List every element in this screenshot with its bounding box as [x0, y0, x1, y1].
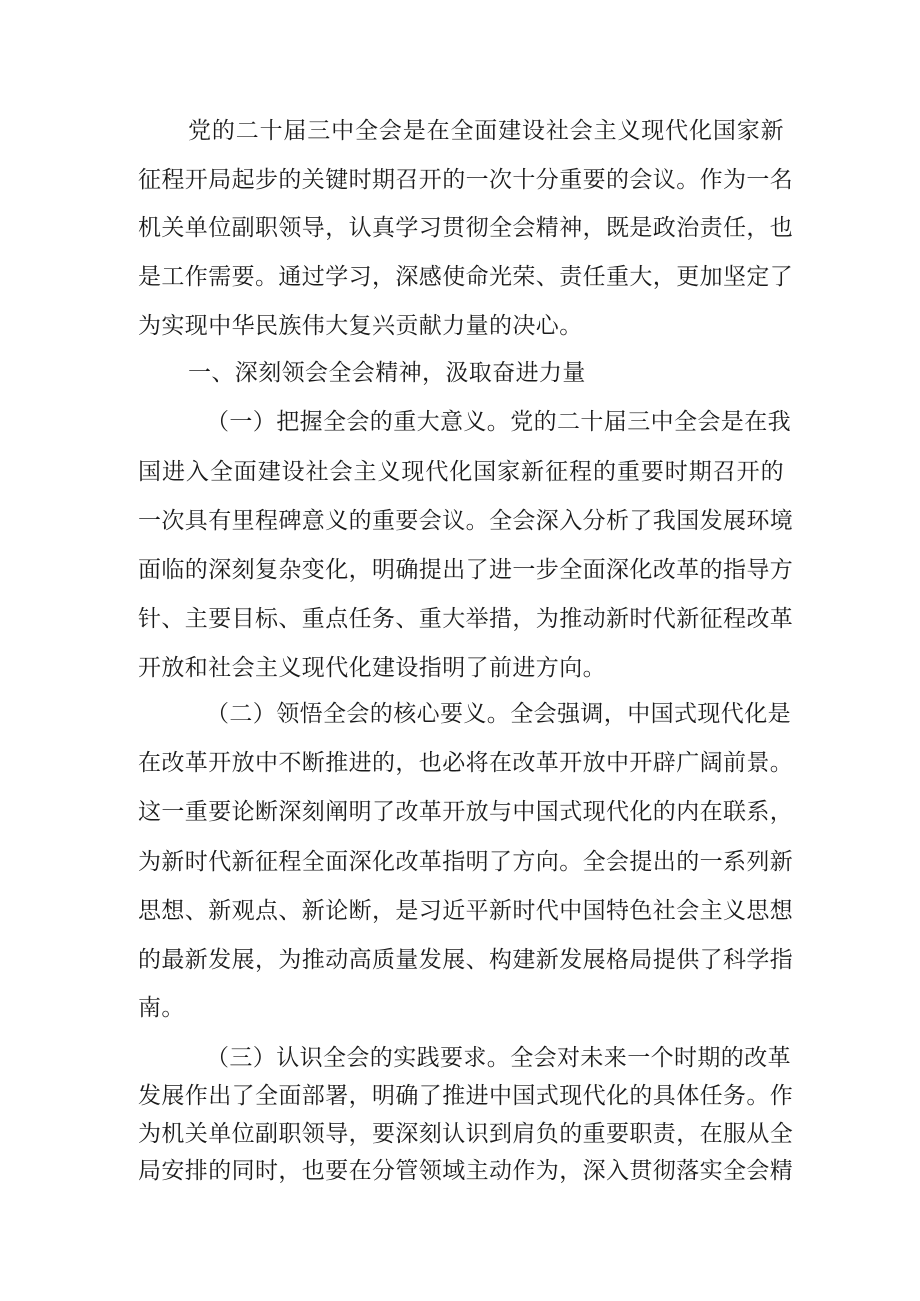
para1-line-1: （一）把握全会的重大意义。党的二十届三中全会是在我 — [206, 409, 791, 435]
section-heading: 一、深刻领会全会精神，汲取奋进力量 — [188, 360, 586, 386]
para2-line-6: 的最新发展，为推动高质量发展、构建新发展格局提供了科学指 — [138, 947, 794, 973]
para1-line-3: 一次具有里程碑意义的重要会议。全会深入分析了我国发展环境 — [138, 508, 794, 534]
para1-line-4: 面临的深刻复杂变化，明确提出了进一步全面深化改革的指导方 — [138, 557, 794, 583]
para3-line-3: 为机关单位副职领导，要深刻认识到肩负的重要职责，在服从全 — [138, 1121, 794, 1147]
para2-line-4: 为新时代新征程全面深化改革指明了方向。全会提出的一系列新 — [138, 849, 794, 875]
para3-line-1: （三）认识全会的实践要求。全会对未来一个时期的改革 — [206, 1045, 791, 1071]
para3-line-2: 发展作出了全面部署，明确了推进中国式现代化的具体任务。作 — [138, 1083, 794, 1109]
intro-line-2: 征程开局起步的关键时期召开的一次十分重要的会议。作为一名 — [138, 167, 794, 193]
para1-line-6: 开放和社会主义现代化建设指明了前进方向。 — [138, 655, 606, 681]
para3-line-4: 局安排的同时，也要在分管领域主动作为，深入贯彻落实全会精 — [138, 1158, 794, 1184]
para2-line-5: 思想、新观点、新论断，是习近平新时代中国特色社会主义思想 — [138, 898, 794, 924]
intro-line-5: 为实现中华民族伟大复兴贡献力量的决心。 — [138, 313, 583, 339]
para2-line-7: 南。 — [138, 995, 185, 1021]
intro-line-1: 党的二十届三中全会是在全面建设社会主义现代化国家新 — [188, 118, 784, 144]
para2-line-2: 在改革开放中不断推进的，也必将在改革开放中开辟广阔前景。 — [138, 750, 794, 776]
para1-line-2: 国进入全面建设社会主义现代化国家新征程的重要时期召开的 — [138, 459, 784, 485]
para2-line-1: （二）领悟全会的核心要义。全会强调，中国式现代化是 — [206, 701, 791, 727]
intro-line-3: 机关单位副职领导，认真学习贯彻全会精神，既是政治责任，也 — [138, 215, 794, 241]
intro-line-4: 是工作需要。通过学习，深感使命光荣、责任重大，更加坚定了 — [138, 264, 794, 290]
para1-line-5: 针、主要目标、重点任务、重大举措，为推动新时代新征程改革 — [138, 606, 794, 632]
para2-line-3: 这一重要论断深刻阐明了改革开放与中国式现代化的内在联系， — [138, 799, 794, 825]
